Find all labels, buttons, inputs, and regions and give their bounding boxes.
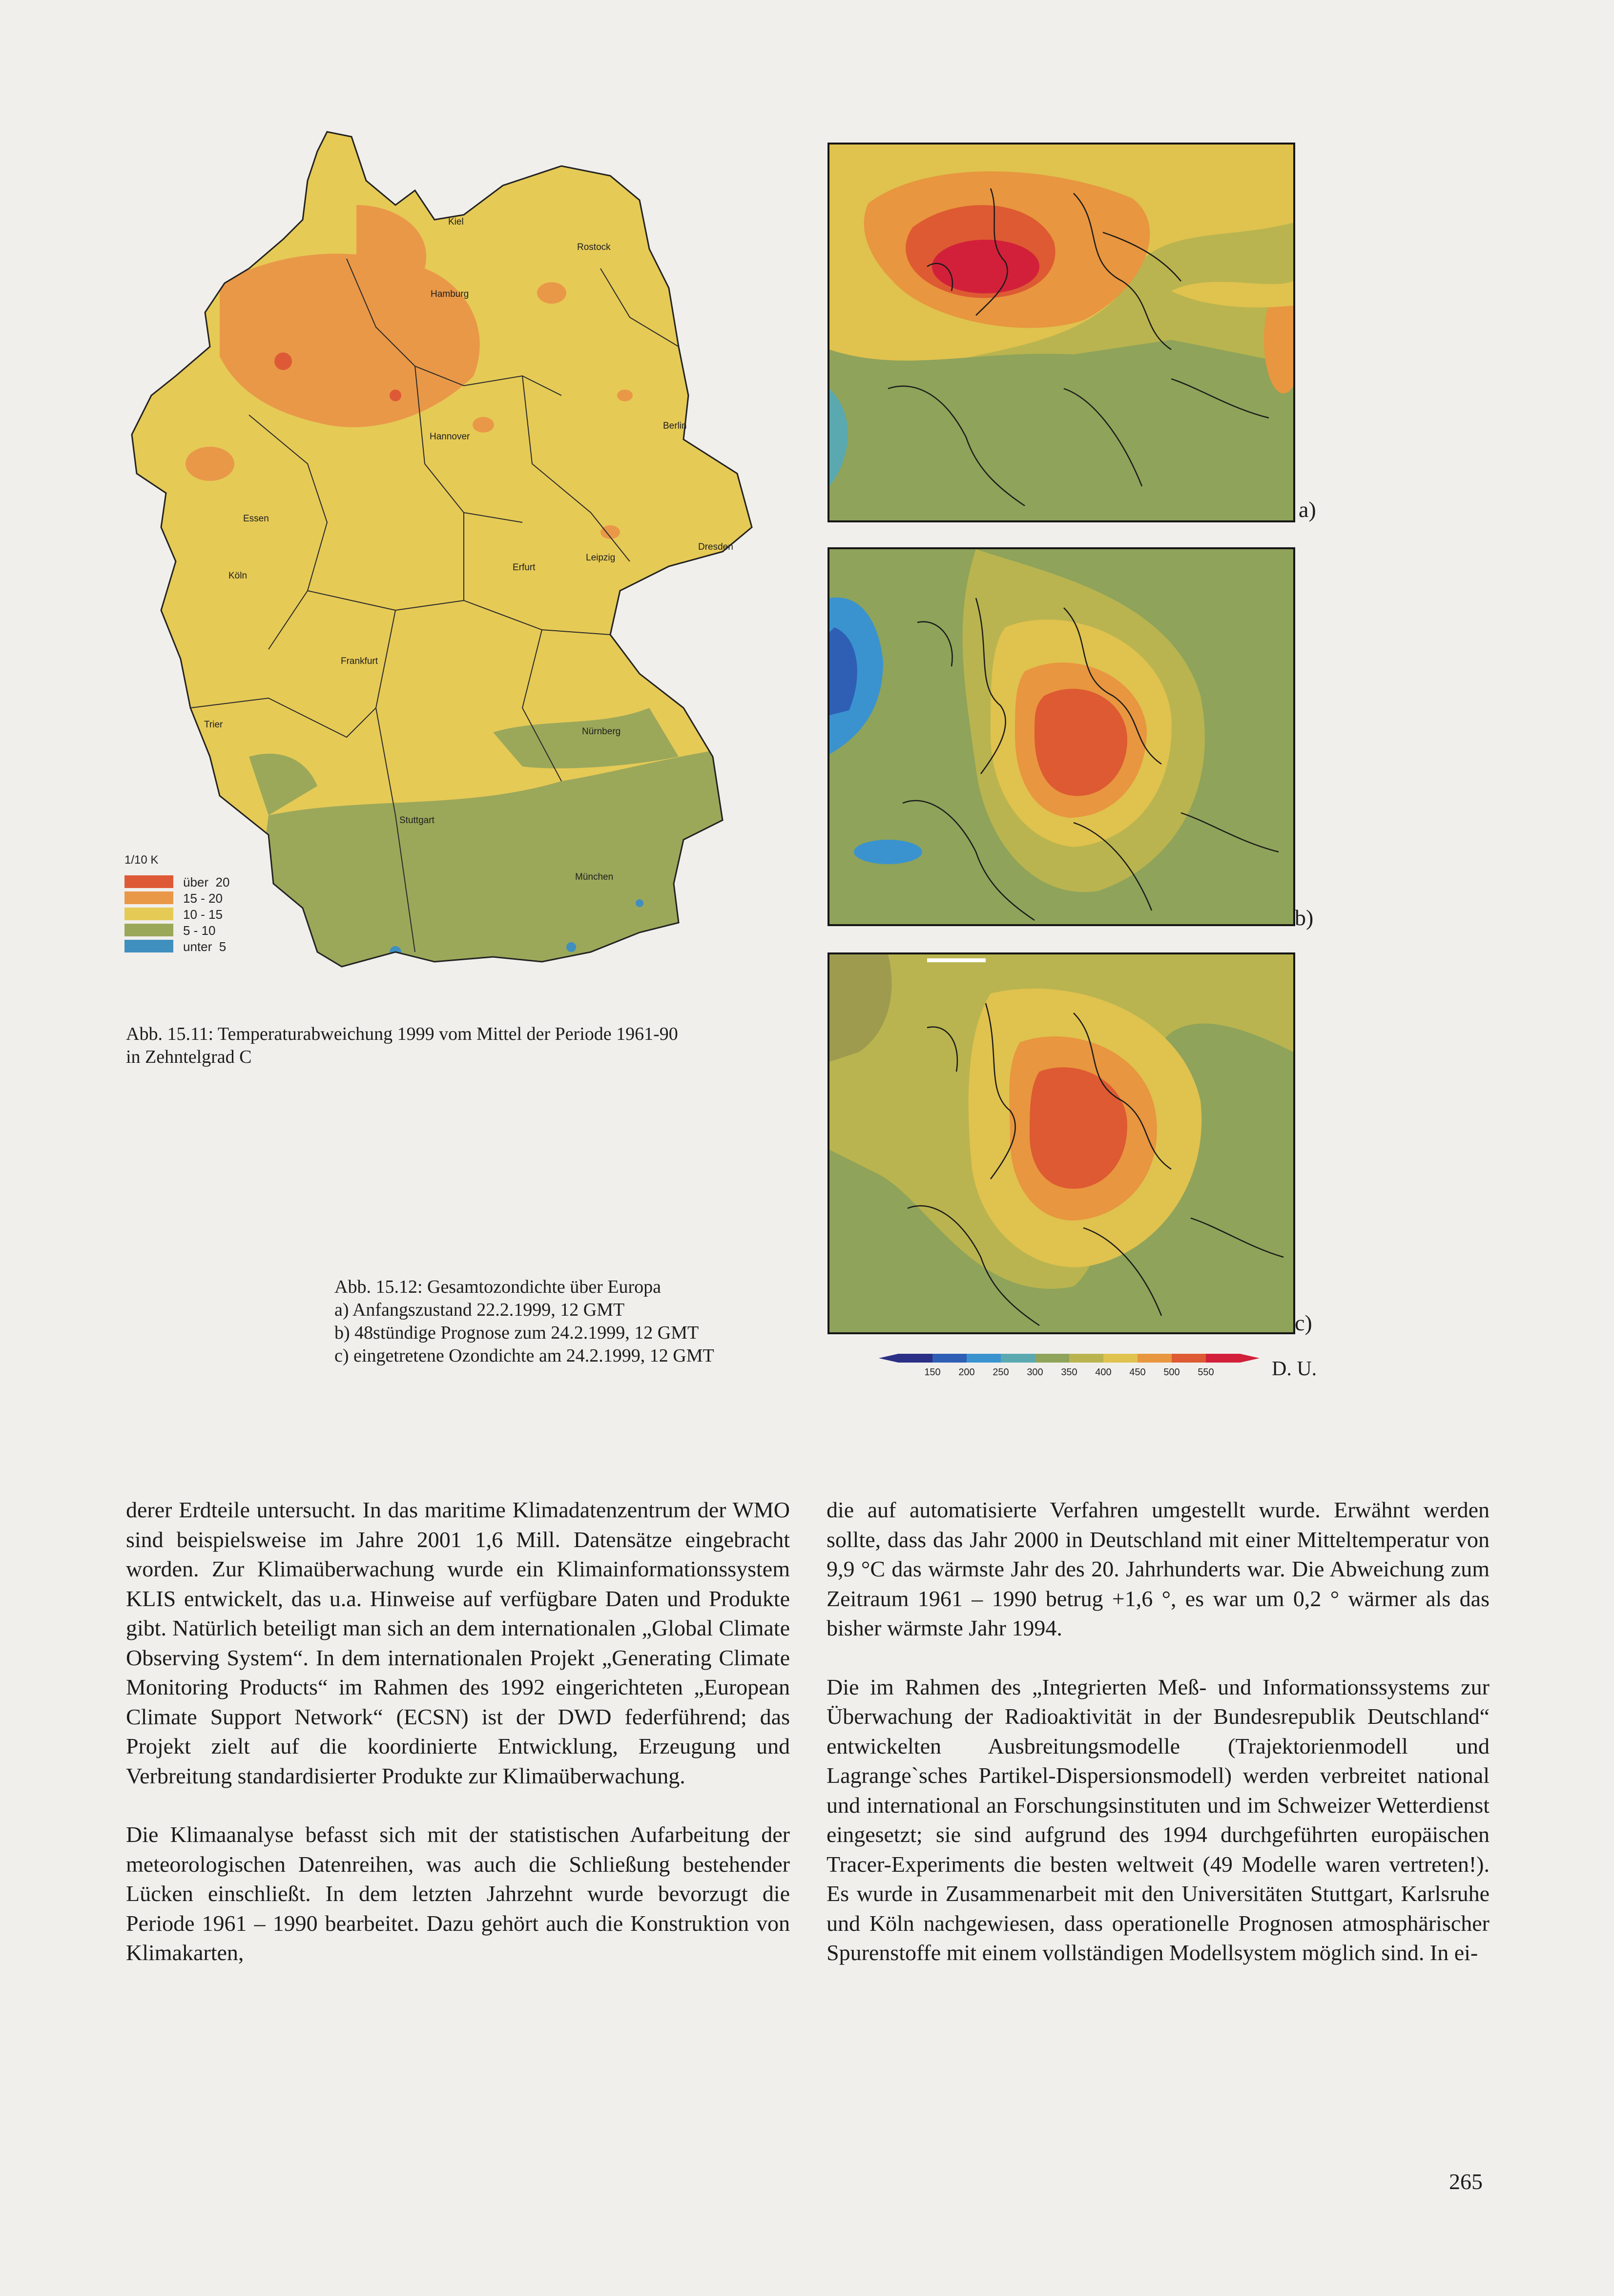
scale-color-box [1001, 1354, 1035, 1363]
scale-tick-label: 150 [924, 1367, 941, 1378]
paragraph: derer Erdteile untersucht. In das maritime Klimadatenzentrum der WMO sind beispielsweise im Jahre 2001 1,6 Mill. Datensätze eingebracht worden. Zur Klimaüberwachung wurde ein Klimainformationssystem KLIS entwickelt, das u.a. Hinweise auf verfügbare Daten und Produkte gibt. Natürlich beteiligt man sich an dem internationalen „Global Climate Observing System“. In dem internationalen Projekt „Generating Climate Monitoring Products“ im Rahmen des 1992 eingerichteten „European Climate Support Network“ (ECSN) ist der DWD federführend; das Projekt zielt auf die koordinierte Entwicklung, Erzeugung und Verbreitung standardisierter Produkte zur Klimaüberwachung. [126, 1497, 790, 1788]
scale-tick-label: 500 [1163, 1367, 1180, 1378]
scale-color-box [967, 1354, 1001, 1363]
city-label: Hannover [430, 432, 470, 442]
city-label: Frankfurt [341, 656, 378, 666]
city-label: Dresden [698, 542, 733, 552]
scale-tick-label: 400 [1095, 1367, 1112, 1378]
caption-line: in Zehntelgrad C [126, 1047, 252, 1067]
scale-tail-left [879, 1354, 898, 1363]
paragraph: Die im Rahmen des „Integrierten Meß- und Informationssystems zur Überwachung der Radioaktivität in der Bundesrepublik Deutschland“ entwickelten Ausbreitungsmodelle (Trajektorienmodell und Lagrange`sches Partikel-Dispersionsmodell) werden verbreitet national und international an Forschungsinstituten und im Schweizer Wetterdienst eingesetzt; sie sind aufgrund des 1994 durchgeführten europäischen Tracer-Experiments die besten weltweit (49 Modelle waren vertreten!). Es wurde in Zusammenarbeit mit den Universitäten Stuttgart, Karlsruhe und Köln nachgewiesen, dass operationelle Prognosen atmosphärischer Spurenstoffe mit einem vollständigen Modellsystem möglich sind. In ei- [827, 1674, 1490, 1965]
legend-swatch [124, 908, 173, 920]
scale-tick-label: 200 [958, 1367, 975, 1378]
scale-tick-label: 250 [993, 1367, 1009, 1378]
legend-label: 10 - 15 [183, 907, 223, 922]
ozone-panel-b [828, 547, 1295, 926]
scale-color-box [1206, 1354, 1240, 1363]
city-label: München [575, 872, 614, 882]
city-label: Trier [204, 720, 223, 730]
caption-line: Abb. 15.11: Temperaturabweichung 1999 vom Mittel der Periode 1961-90 [126, 1024, 678, 1044]
city-label: Stuttgart [399, 815, 435, 826]
scale-tail-right [1240, 1354, 1260, 1363]
caption-item: c) eingetretene Ozondichte am 24.2.1999, 12 GMT [334, 1345, 714, 1366]
scale-unit: D. U. [1272, 1358, 1317, 1380]
legend-swatch [124, 940, 173, 952]
panel-label-a: a) [1299, 497, 1316, 522]
scale-color-box [1103, 1354, 1138, 1363]
legend-label: über 20 [183, 875, 230, 889]
scale-tick-label: 450 [1129, 1367, 1146, 1378]
city-label: Nürnberg [582, 726, 621, 737]
figure-15-11-caption [126, 1023, 678, 1069]
legend-swatch [124, 924, 173, 936]
scale-color-box [898, 1354, 932, 1363]
legend-label: unter 5 [183, 939, 227, 954]
scale-color-box [1138, 1354, 1172, 1363]
city-label: Erfurt [513, 562, 536, 573]
ozone-color-scale [879, 1350, 1264, 1384]
caption-title: Abb. 15.12: Gesamtozondichte über Europa [334, 1277, 662, 1297]
panel-label-c: c) [1295, 1310, 1312, 1335]
caption-item: a) Anfangszustand 22.2.1999, 12 GMT [334, 1300, 625, 1320]
scale-color-box [1035, 1354, 1069, 1363]
scale-color-box [1172, 1354, 1206, 1363]
scale-color-box [932, 1354, 967, 1363]
page-number: 265 [1449, 2169, 1483, 2194]
city-label: Hamburg [431, 289, 469, 299]
legend-label: 15 - 20 [183, 891, 223, 906]
legend-unit: 1/10 K [124, 853, 159, 867]
ozone-panel-c [828, 952, 1295, 1334]
panel-label-b: b) [1295, 905, 1314, 930]
legend-swatch [124, 875, 173, 888]
scale-tick-label: 350 [1061, 1367, 1077, 1378]
text-column-left [126, 1495, 790, 1997]
ozone-panel-a [828, 143, 1295, 522]
city-label: Kiel [448, 217, 464, 227]
city-label: Essen [243, 514, 269, 524]
scale-tick-label: 300 [1027, 1367, 1043, 1378]
city-label: Köln [228, 571, 248, 581]
legend-swatch [124, 891, 173, 904]
scale-tick-label: 550 [1198, 1367, 1214, 1378]
germany-temperature-map [122, 122, 796, 1001]
city-label: Berlin [663, 421, 687, 431]
figure-15-12-caption [334, 1276, 714, 1367]
scale-color-box [1069, 1354, 1103, 1363]
city-label: Leipzig [586, 553, 616, 563]
caption-item: b) 48stündige Prognose zum 24.2.1999, 12 GMT [334, 1323, 699, 1343]
paragraph: Die Klimaanalyse befasst sich mit der statistischen Aufarbeitung der meteorologischen Datenreihen, was auch die Schließung bestehender Lücken einschließt. In dem letzten Jahrzehnt wurde bevorzugt die Periode 1961 – 1990 bearbeitet. Dazu gehört auch die Konstruktion von Klimakarten, [126, 1822, 790, 1965]
text-column-right [827, 1495, 1490, 1997]
legend-label: 5 - 10 [183, 923, 216, 938]
paragraph: die auf automatisierte Verfahren umgestellt wurde. Erwähnt werden sollte, dass das Jahr 2000 in Deutschland mit einer Mitteltemperatur von 9,9 °C das wärmste Jahr des 20. Jahrhunderts war. Die Abweichung zum Zeitraum 1961 – 1990 betrug +1,6 °, es war um 0,2 ° wärmer als das bisher wärmste Jahr 1994. [827, 1497, 1490, 1640]
city-label: Rostock [577, 242, 611, 252]
